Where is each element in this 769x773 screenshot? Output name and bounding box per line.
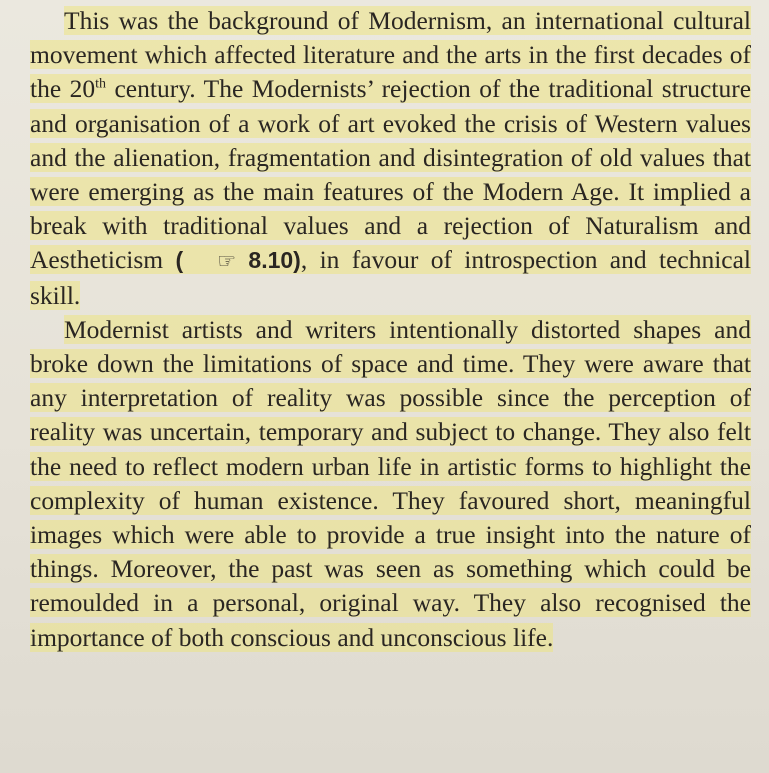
paragraph-text: century. The Modernists’ rejection of the traditional structure and organisation of a work of art evoked the crisis of Western values and the alienation, fragmentation and disintegration of old values that were emerging as the main features of the Modern Age. It implied a break with traditional values and a rejection of Naturalism and Aestheticism [30, 74, 752, 275]
cross-reference [176, 247, 301, 273]
ref-open-paren: ( [175, 247, 184, 274]
highlighted-text [30, 6, 751, 310]
highlighted-text: Modernist artists and writers intentionally distorted shapes and broke down the limitations of space and time. They were aware that any interpretation of reality was possible since the perception of reality was uncertain, temporary and subject to change. They also felt the need to reflect modern urban life in artistic forms to highlight the complexity of human existence. They favoured short, meaningful images which were able to provide a true insight into the nature of things. Moreover, the past was seen as something which could be remoulded in a personal, original way. They also recognised the importance of both conscious and unconscious life. [30, 314, 751, 652]
paragraph-text: , in favour of introspection and technical skill. [30, 245, 752, 310]
paragraph-modernism-background [30, 4, 751, 313]
paragraph-modernist-artists [30, 313, 751, 655]
paragraph-text: This was the background of Modernism, an international cultural movement which affected literature and the arts in the first decades of the 20 [30, 6, 751, 104]
ordinal-superscript: th [95, 76, 107, 92]
ref-number: 8.10) [248, 247, 301, 274]
pointing-hand-icon: ☞ [217, 249, 237, 274]
